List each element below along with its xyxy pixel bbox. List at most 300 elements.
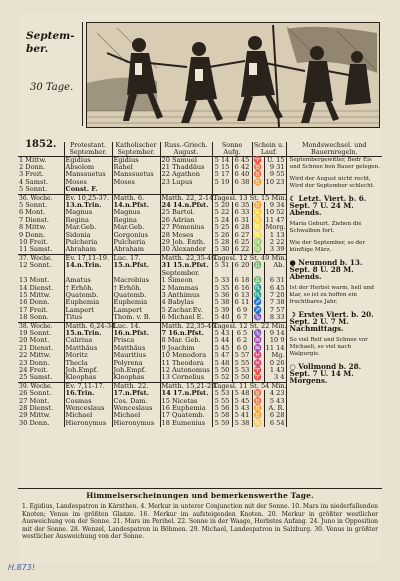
sunrise-cell: 5 47 xyxy=(212,352,232,359)
calendar-page xyxy=(18,14,382,562)
kath-cell: Macrobius xyxy=(112,277,160,284)
kath-cell: 15.n.Pfst. xyxy=(112,262,160,269)
sunset-cell: 6 13 xyxy=(232,292,252,299)
russ-cell: 31 15.n.Pfst. xyxy=(160,262,212,269)
farmer-rule-note: Wie der September, so der künftige März. xyxy=(289,239,366,253)
kath-cell: Magnus xyxy=(112,209,160,216)
prot-cell: 13.n.Trin. xyxy=(64,202,112,209)
moon-time-cell: 10 9 xyxy=(264,337,286,344)
prot-cell: Pulcheria xyxy=(64,239,112,246)
prot-cell: Sidonia xyxy=(64,232,112,239)
kath-cell: Cos. Dam. xyxy=(112,398,160,405)
farmer-rule-note: Ist der Herbst warm, hell und klar, so ist zu hoffen ein fruchtbares Jahr. xyxy=(289,284,375,305)
sunset-cell: 6 31 xyxy=(232,217,252,224)
day-cell: 7 Dienst. xyxy=(18,217,64,224)
day-cell: 30 Donn. xyxy=(18,420,64,427)
sunrise-cell: 5 30 xyxy=(212,246,232,254)
moon-time-cell: 0 26 xyxy=(264,360,286,367)
sunrise-cell: 5 20 xyxy=(212,202,232,209)
zodiac-sign-cell: ♐ xyxy=(253,298,263,307)
prot-cell: Hieronymus xyxy=(64,420,112,427)
kath-cell: 16.n.Pfst. xyxy=(112,330,160,337)
daylight-length-cell: Tagesl. 13 St. 15 Min. xyxy=(213,193,287,202)
zodiac-sign-cell: ♈ xyxy=(253,373,263,382)
prot-cell: Michael xyxy=(64,412,112,419)
kath-cell: Pulcheria xyxy=(112,239,160,246)
kath-cell: Mauritius xyxy=(112,352,160,359)
sunrise-cell: 5 39 xyxy=(212,307,232,314)
russ-cell: 3 Anthimus xyxy=(160,292,212,299)
daylight-length-cell: Tagesl. 12 St. 49 Min. xyxy=(213,253,287,262)
kath-cell: Mar.Geb. xyxy=(112,224,160,231)
sunset-cell: 6 0 xyxy=(232,345,252,352)
sunset-cell: 6 5 xyxy=(232,330,252,337)
sunrise-cell: 5 52 xyxy=(212,374,232,382)
russ-cell: 30 Alexander xyxy=(160,246,212,254)
sunset-cell: 6 45 xyxy=(232,156,252,164)
prot-cell: Matth. 6,24-34. xyxy=(65,321,118,330)
farmer-rule-note: Maria Geburt. Ziehen die Schwalben fort. xyxy=(289,220,362,234)
sunrise-cell: 5 17 xyxy=(212,171,232,178)
moon-time-cell: 11 47 xyxy=(265,215,285,224)
sunset-cell: 6 35 xyxy=(232,202,252,209)
day-cell: 5 Sonnt. xyxy=(18,202,64,209)
russ-cell: 25 Bartol. xyxy=(160,209,212,216)
prot-cell: Absolom xyxy=(64,164,112,171)
russ-cell: 2 Mammas xyxy=(160,285,212,292)
kath-cell: Manssuetus xyxy=(112,171,160,178)
zodiac-sign-cell: ♋ xyxy=(253,418,263,427)
calendar-body xyxy=(18,156,382,427)
sunrise-cell: 5 56 xyxy=(212,405,232,412)
kath-cell: Kleophas xyxy=(112,374,160,382)
woodcut-illustration xyxy=(86,22,380,128)
moon-time-cell: 8 33 xyxy=(264,314,286,322)
moon-time-cell: 9 34 xyxy=(264,202,286,209)
sunrise-cell: 5 22 xyxy=(212,209,232,216)
kath-cell: Polyrena xyxy=(112,360,160,367)
zodiac-sign-cell: ♋ xyxy=(253,215,263,224)
moon-time-cell: Morg. xyxy=(265,223,286,232)
year-header: 1852. xyxy=(18,142,64,156)
sunrise-cell: 5 50 xyxy=(212,367,232,374)
moon-phase-note: ○ Vollmond b. 28. Sept. 7 U. 14 M. Morgens. xyxy=(289,361,362,385)
sunrise-cell: 5 59 xyxy=(212,420,232,427)
prot-cell: Ev. 10,25-37. xyxy=(64,194,112,202)
kath-cell: Thom. v. B. xyxy=(112,314,160,322)
prot-cell: Euphemia xyxy=(64,299,112,306)
russ-cell: 22 Agathon xyxy=(160,171,212,178)
sunrise-cell: 5 28 xyxy=(212,239,232,246)
moon-time-cell: 6 28 xyxy=(264,412,286,419)
zodiac-sign-cell: ♑ xyxy=(253,328,263,337)
prot-cell: Quatemb. xyxy=(64,292,112,299)
sunset-cell: 5 45 xyxy=(232,398,252,405)
prot-cell: Amatus xyxy=(64,277,112,284)
moon-time-cell: A. R. xyxy=(264,405,286,412)
sunrise-cell: 5 15 xyxy=(212,164,232,171)
kath-cell: Luc. 14. xyxy=(112,322,160,330)
kath-cell: Hieronymus xyxy=(112,420,160,427)
zodiac-sign-cell: ♎ xyxy=(253,276,263,285)
day-cell: 20 Mont. xyxy=(18,337,64,344)
sunset-cell: 5 48 xyxy=(232,390,252,397)
dancing-figures-image xyxy=(87,23,379,127)
handwritten-note: H.873! xyxy=(8,563,36,572)
prot-cell: Magnus xyxy=(64,209,112,216)
day-cell: 8 Mittw. xyxy=(18,224,64,231)
russ-cell: 15 Nicetas xyxy=(160,398,212,405)
moon-time-cell: 10 52 xyxy=(265,208,285,217)
day-cell: 14 Dienst. xyxy=(18,285,64,292)
moon-phase-note: ☽ Erstes Viert. b. 20. Sept. 2 U. 7 M. Nachmittags. xyxy=(289,309,374,333)
moon-time-cell: 11 14 xyxy=(265,343,285,352)
sunset-cell: 5 43 xyxy=(232,405,252,412)
sunrise-cell: 5 44 xyxy=(212,337,232,344)
russ-cell: 10 Menodora xyxy=(160,352,212,359)
zodiac-sign-cell: ♒ xyxy=(253,343,263,352)
daylight-length-cell: Tagesl. 12 St. 22 Min. xyxy=(213,321,287,330)
russ-cell: 16 Euphemia xyxy=(160,405,212,412)
daylight-length-cell: Tagesl. 11 St. 54 Min. xyxy=(213,381,287,390)
month-name: Septem- ber. xyxy=(26,30,75,55)
zodiac-sign-cell: ♋ xyxy=(253,208,263,217)
russ-cell: Matth. 22, 2-14. xyxy=(161,193,216,202)
moon-time-cell: 7 38 xyxy=(264,299,286,306)
sunset-cell: 6 38 xyxy=(232,179,252,186)
moon-time-cell: 5 43 xyxy=(264,398,286,405)
russ-cell: 5 Zachar.Ev. xyxy=(160,307,212,314)
table-header-row xyxy=(18,142,382,156)
russ-cell: 6 Michael E. xyxy=(160,314,212,322)
zodiac-sign-cell: ♍ xyxy=(253,238,263,247)
kath-cell xyxy=(112,186,160,194)
prot-cell: Abraham xyxy=(64,246,112,254)
moon-time-cell: 7 20 xyxy=(264,292,286,299)
sunrise-cell: 5 19 xyxy=(212,179,232,186)
russ-cell xyxy=(160,186,212,194)
kath-cell: Moses xyxy=(112,179,160,186)
prot-cell: 14.n.Trin. xyxy=(64,262,112,269)
sunset-cell: 6 22 xyxy=(232,246,252,254)
kath-cell: Matthäus xyxy=(112,345,160,352)
footer-title: Himmelserscheinungen und bemerkenswerthe Tage. xyxy=(86,491,314,500)
sunset-cell: 5 50 xyxy=(232,374,252,382)
sunset-cell: 6 27 xyxy=(232,232,252,239)
day-cell: 25 Samst. xyxy=(18,374,64,382)
zodiac-sign-cell: ♎ xyxy=(253,261,263,270)
day-cell: 6 Mont. xyxy=(18,209,64,216)
prot-cell: Mar.Geb. xyxy=(64,224,112,231)
russ-cell: 24 14.n.Pfst. xyxy=(160,202,212,209)
moon-time-cell: 10 23 xyxy=(265,177,285,186)
sunset-cell: 5 38 xyxy=(232,420,252,427)
sunrise-cell: 5 53 xyxy=(212,390,232,397)
kath-cell: Abraham xyxy=(112,246,160,254)
day-cell: 23 Donn. xyxy=(18,360,64,367)
day-cell: 36. Woche. xyxy=(18,194,64,202)
russ-cell: Matth. 15,21-28. xyxy=(161,381,218,390)
prot-cell: Regina xyxy=(64,217,112,224)
zodiac-sign-cell: ♌ xyxy=(253,230,263,239)
russ-cell: 26 Adrian xyxy=(160,217,212,224)
kath-cell: Regina xyxy=(112,217,160,224)
prot-cell: Moritz xyxy=(64,352,112,359)
day-cell: 15 Mittw. xyxy=(18,292,64,299)
day-cell: 19 Sonnt. xyxy=(18,330,64,337)
sunrise-cell: 5 45 xyxy=(212,345,232,352)
sunrise-cell: 5 33 xyxy=(212,277,232,284)
moon-time-cell: 1 43 xyxy=(264,367,286,374)
prot-cell: Cosmas xyxy=(64,398,112,405)
russ-cell: 27 Pömenius xyxy=(160,224,212,231)
day-cell: 5 Sonnt. xyxy=(18,186,64,194)
russ-header: Russ.-Griech. August. xyxy=(160,142,212,156)
day-cell: 16 Donn. xyxy=(18,299,64,306)
day-cell: 29 Mittw. xyxy=(18,412,64,419)
day-cell: 12 Sonnt. xyxy=(18,262,64,269)
zodiac-sign-cell: ♊ xyxy=(253,201,263,210)
day-cell: 39. Woche. xyxy=(18,382,64,390)
month-days: 30 Tage. xyxy=(30,82,74,93)
sunrise-cell: 5 35 xyxy=(212,285,232,292)
farmer-rule-note: So viel Reif und Schnee vor Michaeli, so viel nach Walpurgis. xyxy=(289,336,368,357)
sunset-cell: 5 57 xyxy=(232,352,252,359)
kath-cell: Gorgonius xyxy=(112,232,160,239)
day-cell: 3 Freit. xyxy=(18,171,64,178)
russ-cell: Matth. 22,35-46. xyxy=(161,253,218,262)
sunset-cell: 6 18 xyxy=(232,277,252,284)
kath-cell: Rahel xyxy=(112,164,160,171)
russ-cell: 12 Autonomus xyxy=(160,367,212,374)
farmer-rule-note: Septembergewitter, Bedr Eis und Schnee ben Bauer gelegen. xyxy=(289,156,380,170)
sunrise-cell: 5 38 xyxy=(212,299,232,306)
russ-cell: 13 Cornelius xyxy=(160,374,212,382)
russ-cell: 11 Theodora xyxy=(160,360,212,367)
russ-cell: 17 Quatemb. xyxy=(160,412,212,419)
prot-cell: 16.Trin. xyxy=(64,390,112,397)
sunrise-cell: 5 40 xyxy=(212,314,232,322)
kath-cell: Wenceslaus xyxy=(112,405,160,412)
russ-cell: 8 Mar. Geb. xyxy=(160,337,212,344)
russ-cell: 1 Simeon xyxy=(160,277,212,284)
sun-header: Sonne Aufg. xyxy=(212,142,252,156)
day-cell: 10 Freit. xyxy=(18,239,64,246)
moon-time-cell: 7 57 xyxy=(264,307,286,314)
moon-time-cell: 9 55 xyxy=(264,171,286,178)
kath-header: Katholischer September. xyxy=(112,142,160,156)
sunrise-cell: 5 58 xyxy=(212,412,232,419)
zodiac-sign-cell: ♐ xyxy=(253,305,263,314)
sunrise-cell: 5 36 xyxy=(212,292,232,299)
kath-cell: Luc. 17. xyxy=(112,254,160,262)
day-cell: 26 Sonnt. xyxy=(18,390,64,397)
russ-cell: 14 17.n.Pfst. xyxy=(160,390,212,397)
day-cell: 38. Woche. xyxy=(18,322,64,330)
prot-header: Protestant. September. xyxy=(64,142,112,156)
moon-time-cell: 6 45 xyxy=(264,285,286,292)
footer-section xyxy=(18,488,382,559)
sunrise-cell: 5 26 xyxy=(212,232,232,239)
kath-cell: Matth. 22. xyxy=(112,382,160,390)
moon-time-cell: 1 13 xyxy=(264,232,286,239)
russ-cell: Matth. 22,35-46. xyxy=(161,321,218,330)
zodiac-sign-cell: ♊ xyxy=(253,404,263,412)
sunset-cell: 6 2 xyxy=(232,337,252,344)
day-cell: 21 Dienst. xyxy=(18,345,64,352)
sunrise-cell: 5 14 xyxy=(212,156,232,164)
moon-time-cell: Mg. xyxy=(264,352,286,359)
farmer-rule-note: Wird der August nicht recht, Wird der September schlecht. xyxy=(289,175,375,189)
day-cell: 4 Samst. xyxy=(18,179,64,186)
moon-time-cell: 6 54 xyxy=(264,420,286,427)
kath-cell: Matth. 6. xyxy=(112,194,160,202)
day-cell: 37. Woche. xyxy=(18,254,64,262)
zodiac-sign-cell: ♑ xyxy=(253,313,263,322)
prot-cell: Lampert xyxy=(64,307,112,314)
day-cell: 27 Mont. xyxy=(18,398,64,405)
moon-header: Schein u. Lauf. xyxy=(253,141,285,156)
day-cell: 11 Samst. xyxy=(18,246,64,254)
zodiac-sign-cell: ♉ xyxy=(253,389,263,398)
sunrise-cell: 5 31 xyxy=(212,262,232,269)
kath-cell: Prisca xyxy=(112,337,160,344)
moon-time-cell: 3 39 xyxy=(264,246,286,254)
day-cell: 13 Mont. xyxy=(18,277,64,284)
month-box xyxy=(22,22,83,126)
russ-cell: 21 Thaddäus xyxy=(160,164,212,171)
sunset-cell: 5 41 xyxy=(232,412,252,419)
moon-time-cell: 9 14 xyxy=(264,330,286,337)
prot-cell: Wenceslaus xyxy=(64,405,112,412)
moon-time-cell: Ab. xyxy=(264,262,286,269)
russ-cell: 18 Eumenius xyxy=(160,420,212,427)
zodiac-sign-cell: ♊ xyxy=(253,177,263,186)
day-cell: 18 Sonn. xyxy=(18,314,64,322)
russ-cell: 29 Joh. Enth. xyxy=(160,239,212,246)
zodiac-sign-cell: ♍ xyxy=(253,245,263,254)
sunset-cell: 6 7 xyxy=(232,314,252,322)
day-cell: 17 Freit. xyxy=(18,307,64,314)
day-cell: 2 Donn. xyxy=(18,164,64,171)
kath-cell: 14.n.Pfst. xyxy=(112,202,160,209)
zodiac-sign-cell: ♉ xyxy=(253,170,263,179)
sunset-cell xyxy=(232,186,252,194)
moon-time-cell: 2 22 xyxy=(264,239,286,246)
sunrise-cell: 5 25 xyxy=(212,224,232,231)
prot-cell: Titus xyxy=(64,314,112,322)
moon-time-cell: 6 31 xyxy=(264,277,286,284)
zodiac-sign-cell: ♊ xyxy=(253,411,263,420)
prot-cell: Manssuetus xyxy=(64,171,112,178)
prot-cell: Caliriua xyxy=(64,337,112,344)
sunset-cell: 6 42 xyxy=(232,164,252,171)
moon-time-cell xyxy=(264,186,286,194)
kath-cell: Michael xyxy=(112,412,160,419)
day-cell: 22 Mittw. xyxy=(18,352,64,359)
kath-cell: 17.n.Pfst. xyxy=(112,390,160,397)
prot-cell: Egidius xyxy=(64,156,112,164)
sunrise-cell xyxy=(212,186,232,194)
prot-cell: Matthäus xyxy=(64,345,112,352)
sunset-cell: 6 28 xyxy=(232,224,252,231)
sunset-cell: 5 53 xyxy=(232,367,252,374)
sunset-cell: 6 9 xyxy=(232,307,252,314)
kath-cell: Egidius xyxy=(112,156,160,164)
prot-cell: Kleophas xyxy=(64,374,112,382)
russ-cell: 23 Lupus xyxy=(160,179,212,186)
moon-phase-note: ● Neumond b. 13. Sept. 8 U. 28 M. Abends. xyxy=(289,257,363,281)
prot-cell: 15.n.Trin. xyxy=(64,330,112,337)
moon-time-cell: 4 23 xyxy=(264,390,286,397)
moon-phase-note: ☾ Letzt. Viert. b. 6. Sept. 7 U. 24 M. Abends. xyxy=(289,193,367,217)
prot-cell: Joh.Empf. xyxy=(64,367,112,374)
moon-time-cell: 3 4 xyxy=(264,374,286,382)
zodiac-sign-cell: ♉ xyxy=(253,163,263,171)
kath-cell: Lampert xyxy=(112,307,160,314)
moon-time-cell: 9 31 xyxy=(264,164,286,171)
sunset-cell: 6 40 xyxy=(232,171,252,178)
prot-cell: † Erhöh. xyxy=(64,285,112,292)
sunrise-cell: 5 48 xyxy=(212,360,232,367)
zodiac-sign-cell: ♈ xyxy=(253,155,263,164)
sunset-cell: 6 33 xyxy=(232,209,252,216)
prot-cell: Thecla xyxy=(64,360,112,367)
prot-cell: Const. F. xyxy=(64,186,112,194)
sunrise-cell: 5 24 xyxy=(212,217,232,224)
day-cell: 9 Donn. xyxy=(18,232,64,239)
zodiac-sign-cell: ♈ xyxy=(253,365,263,374)
zodiac-sign-cell: ♓ xyxy=(253,358,263,367)
zodiac-sign-cell: ♒ xyxy=(253,336,263,345)
russ-cell: September. xyxy=(160,270,212,277)
prot-cell: Ev. 17,11-19. xyxy=(64,254,112,262)
calendar-table xyxy=(18,139,382,427)
kath-cell: Joh.Empf. xyxy=(112,367,160,374)
russ-cell: 7 16.n.Pfst. xyxy=(160,330,212,337)
calendar-header xyxy=(18,20,382,130)
day-cell: 1 Mittw. xyxy=(18,156,64,164)
sunset-cell: 5 55 xyxy=(232,360,252,367)
russ-cell: 4 Babylas xyxy=(160,299,212,306)
zodiac-sign-cell: ♏ xyxy=(253,290,263,299)
zodiac-sign-cell: ♓ xyxy=(253,351,263,360)
sunrise-cell: 5 55 xyxy=(212,398,232,405)
moon-time-cell: U. 15 xyxy=(264,156,286,164)
prot-cell: Ev. 7,11-17. xyxy=(64,382,112,390)
russ-cell: 28 Moses xyxy=(160,232,212,239)
russ-cell: 9 Joachim xyxy=(160,345,212,352)
notes-cell xyxy=(286,156,382,427)
zodiac-sign-cell: ♏ xyxy=(253,283,263,292)
russ-cell: 20 Samuel xyxy=(160,156,212,164)
kath-cell: Euphemia xyxy=(112,299,160,306)
sunset-cell: 6 20 xyxy=(232,262,252,269)
kath-cell: Quatemb. xyxy=(112,292,160,299)
zodiac-sign-cell: ♉ xyxy=(253,396,263,405)
notes-header: Mondswechsel. und Bauernregeln. xyxy=(286,142,382,156)
sunset-cell: 6 16 xyxy=(232,285,252,292)
footer-text: 1. Egidius, Landespatron in Kärnthen. 4. Merkur in unterer Conjunction mit der Sonne. 10. Mars im niederfallenden Knoten; Venus im größten Glanze. 16. Merkur im aufsteigenden Knoten. 20. Merkur in größter westlicher Ausweichung von der Sonne. 21. Mars im Perihel. 22. Sonne in der Waage, Herbstes Anfang. 24. Juno in Opposition mit der Sonne. 28. Wenzel, Landespatron in Böhmen. 29. Michael, Landespatron in Salzburg. 30. Venus in größter westlicher Ausweichung von der Sonne. xyxy=(22,503,378,541)
sunrise-cell: 5 43 xyxy=(212,330,232,337)
zodiac-sign-cell: ♌ xyxy=(253,223,263,232)
day-cell: 28 Dienst. xyxy=(18,405,64,412)
kath-cell: † Erhöh. xyxy=(112,285,160,292)
day-cell: 24 Freit. xyxy=(18,367,64,374)
zodiac-sign-cell xyxy=(252,186,264,194)
sunset-cell: 6 11 xyxy=(232,299,252,306)
prot-cell: Moses xyxy=(64,179,112,186)
